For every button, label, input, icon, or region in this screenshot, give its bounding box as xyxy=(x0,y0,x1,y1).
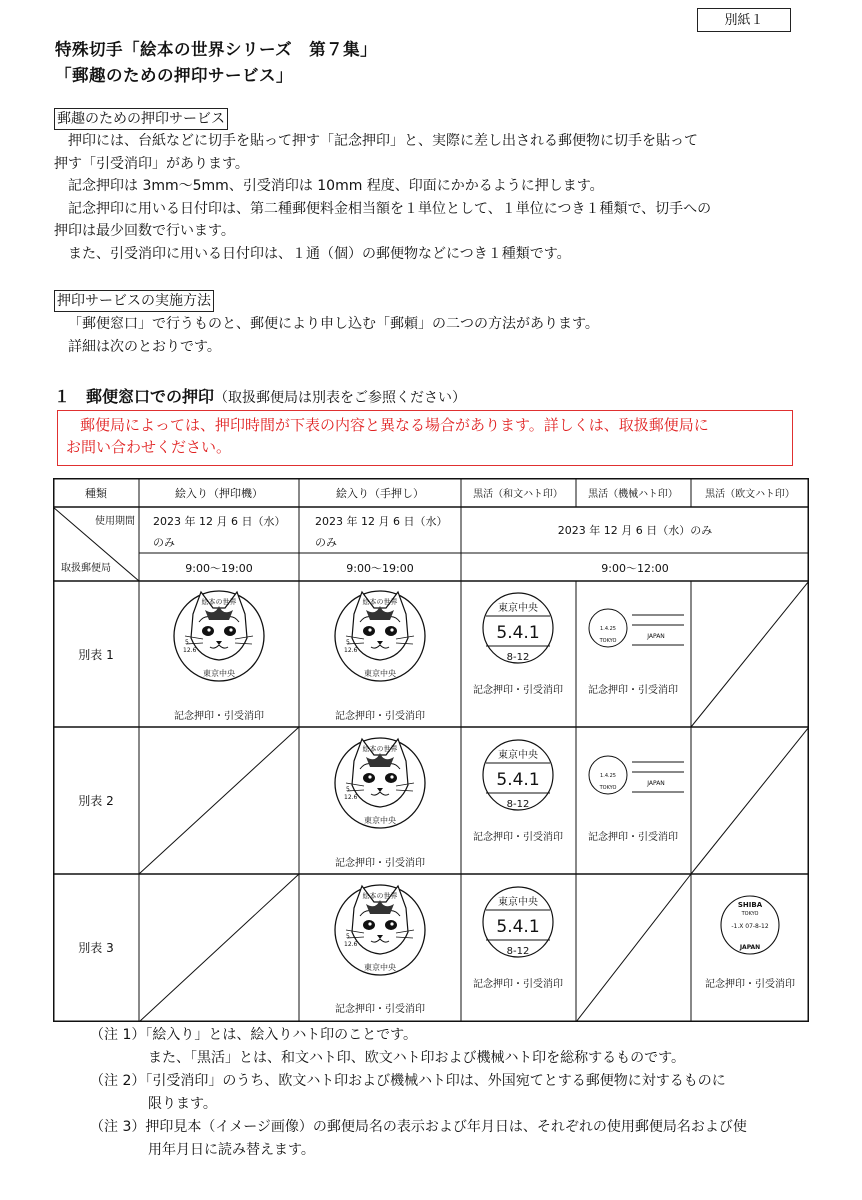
svg-text:絵本の世界: 絵本の世界 xyxy=(201,598,237,606)
note-2-cont: 限ります。 xyxy=(148,1096,217,1112)
section-heading-method: 押印サービスの実施方法 xyxy=(54,290,214,312)
caption-r1-c1: 記念押印・引受消印 xyxy=(174,711,264,722)
note-2: （注 2）「引受消印」のうち、欧文ハト印および機械ハト印は、外国宛てとする郵便物に対するものに xyxy=(90,1073,726,1089)
svg-text:5.: 5. xyxy=(346,933,352,940)
svg-text:8-12: 8-12 xyxy=(506,946,530,957)
header-col-4: 黒活（機械ハト印） xyxy=(588,489,678,500)
caption-r3-c3: 記念押印・引受消印 xyxy=(473,979,563,990)
wabun-stamp-r2 xyxy=(483,740,553,810)
obun-stamp xyxy=(721,896,779,954)
caption-r3-c5: 記念押印・引受消印 xyxy=(705,979,795,990)
svg-text:5.4.1: 5.4.1 xyxy=(496,917,540,937)
pictorial-stamp-hand xyxy=(335,591,425,681)
time-col-1: 9:00～19:00 xyxy=(185,562,253,575)
svg-text:5.: 5. xyxy=(346,639,352,646)
warning-line: お問い合わせください。 xyxy=(66,438,232,456)
svg-text:12.6: 12.6 xyxy=(183,647,197,654)
svg-text:1.4.25: 1.4.25 xyxy=(600,626,616,632)
pictorial-stamp-machine xyxy=(174,591,264,681)
stamp-table-grid xyxy=(53,478,809,1022)
period-col-2-line-2: のみ xyxy=(315,536,337,549)
period-col-345: 2023 年 12 月 6 日（水）のみ xyxy=(557,524,713,537)
body-line: 「郵便窓口」で行うものと、郵便により申し込む「郵頼」の二つの方法があります。 xyxy=(68,316,599,332)
heading-text: １ 郵便窓口での押印 xyxy=(54,387,215,406)
svg-text:5.4.1: 5.4.1 xyxy=(496,623,540,643)
body-line: 押印には、台紙などに切手を貼って押す「記念押印」と、実際に差し出される郵便物に切手を貼って xyxy=(68,133,698,149)
note-1: （注 1）「絵入り」とは、絵入りハト印のことです。 xyxy=(90,1027,417,1043)
machine-stamp xyxy=(589,609,684,647)
wabun-stamp xyxy=(483,593,553,663)
svg-text:絵本の世界: 絵本の世界 xyxy=(362,892,398,900)
period-col-1-line-2: のみ xyxy=(153,536,175,549)
svg-text:1.4.25: 1.4.25 xyxy=(600,773,616,779)
body-line: また、引受消印に用いる日付印は、１通（個）の郵便物などにつき１種類です。 xyxy=(68,245,571,262)
svg-text:東京中央: 東京中央 xyxy=(498,750,538,761)
row-label-1: 別表 1 xyxy=(78,648,114,662)
svg-text:8-12: 8-12 xyxy=(506,652,530,663)
svg-text:12.6: 12.6 xyxy=(344,941,358,948)
caption-r3-c2: 記念押印・引受消印 xyxy=(335,1004,425,1015)
warning-line: 郵便局によっては、押印時間が下表の内容と異なる場合があります。詳しくは、取扱郵便局に xyxy=(80,416,709,434)
attachment-label: 別紙１ xyxy=(697,8,791,32)
label-office: 取扱郵便局 xyxy=(61,563,111,574)
svg-text:東京中央: 東京中央 xyxy=(498,897,538,908)
svg-text:5.: 5. xyxy=(185,639,191,646)
svg-text:TOKYO: TOKYO xyxy=(599,638,617,644)
caption-r2-c2: 記念押印・引受消印 xyxy=(335,858,425,869)
section-heading-service: 郵趣のための押印サービス xyxy=(54,108,228,130)
heading-note: （取扱郵便局は別表をご参照ください） xyxy=(214,390,467,406)
pictorial-stamp-hand-r3 xyxy=(335,885,425,975)
svg-text:12.6: 12.6 xyxy=(344,794,358,801)
svg-text:5.4.1: 5.4.1 xyxy=(496,770,540,790)
svg-text:JAPAN: JAPAN xyxy=(739,944,761,951)
header-col-3: 黒活（和文ハト印） xyxy=(473,489,563,500)
svg-text:東京中央: 東京中央 xyxy=(498,603,538,614)
caption-r1-c3: 記念押印・引受消印 xyxy=(473,685,563,696)
body-line: 記念押印は 3mm～5mm、引受消印は 10mm 程度、印面にかかるように押します。 xyxy=(68,178,604,194)
svg-text:東京中央: 東京中央 xyxy=(364,669,396,678)
page-subtitle: 「郵趣のための押印サービス」 xyxy=(55,66,293,85)
body-line: 詳細は次のとおりです。 xyxy=(68,338,221,355)
wabun-stamp-r3 xyxy=(483,887,553,957)
time-col-2: 9:00～19:00 xyxy=(346,562,414,575)
body-line: 押す「引受消印」があります。 xyxy=(54,155,249,172)
row-label-3: 別表 3 xyxy=(78,941,114,955)
period-col-1-line-1: 2023 年 12 月 6 日（水） xyxy=(153,515,286,528)
svg-text:5.: 5. xyxy=(346,786,352,793)
header-col-5: 黒活（欧文ハト印） xyxy=(705,489,795,500)
svg-text:JAPAN: JAPAN xyxy=(647,780,665,787)
header-col-2: 絵入り（手押し） xyxy=(336,487,424,500)
svg-text:8-12: 8-12 xyxy=(506,799,530,810)
caption-r2-c3: 記念押印・引受消印 xyxy=(473,832,563,843)
body-line: 押印は最少回数で行います。 xyxy=(54,223,235,239)
label-period: 使用期間 xyxy=(95,516,135,527)
caption-r1-c4: 記念押印・引受消印 xyxy=(588,685,678,696)
svg-text:12.6: 12.6 xyxy=(344,647,358,654)
note-1-cont: また、「黒活」とは、和文ハト印、欧文ハト印および機械ハト印を総称するものです。 xyxy=(148,1050,686,1066)
page-title: 特殊切手「絵本の世界シリーズ 第７集」 xyxy=(55,40,378,59)
machine-stamp-r2 xyxy=(589,756,684,794)
svg-text:SHIBA: SHIBA xyxy=(737,901,763,909)
period-col-2-line-1: 2023 年 12 月 6 日（水） xyxy=(315,515,448,528)
body-line: 記念押印に用いる日付印は、第二種郵便料金相当額を１単位として、１単位につき１種類で、切手への xyxy=(68,200,712,217)
svg-text:東京中央: 東京中央 xyxy=(203,669,235,678)
svg-text:絵本の世界: 絵本の世界 xyxy=(362,598,398,606)
caption-r2-c4: 記念押印・引受消印 xyxy=(588,832,678,843)
caption-r1-c2: 記念押印・引受消印 xyxy=(335,711,425,722)
note-3-cont: 用年月日に読み替えます。 xyxy=(148,1142,315,1158)
header-type: 種類 xyxy=(85,487,107,500)
svg-text:東京中央: 東京中央 xyxy=(364,963,396,972)
time-col-345: 9:00～12:00 xyxy=(601,562,669,575)
svg-text:TOKYO: TOKYO xyxy=(599,785,617,791)
svg-text:絵本の世界: 絵本の世界 xyxy=(362,745,398,753)
svg-text:JAPAN: JAPAN xyxy=(647,633,665,640)
svg-text:東京中央: 東京中央 xyxy=(364,816,396,825)
svg-text:TOKYO: TOKYO xyxy=(741,911,759,917)
svg-text:-1.X 07-8-12: -1.X 07-8-12 xyxy=(731,923,769,930)
note-3: （注 3）押印見本（イメージ画像）の郵便局名の表示および年月日は、それぞれの使用郵便局名および使 xyxy=(90,1119,747,1135)
pictorial-stamp-hand-r2 xyxy=(335,738,425,828)
header-col-1: 絵入り（押印機） xyxy=(175,487,263,500)
row-label-2: 別表 2 xyxy=(78,794,114,808)
